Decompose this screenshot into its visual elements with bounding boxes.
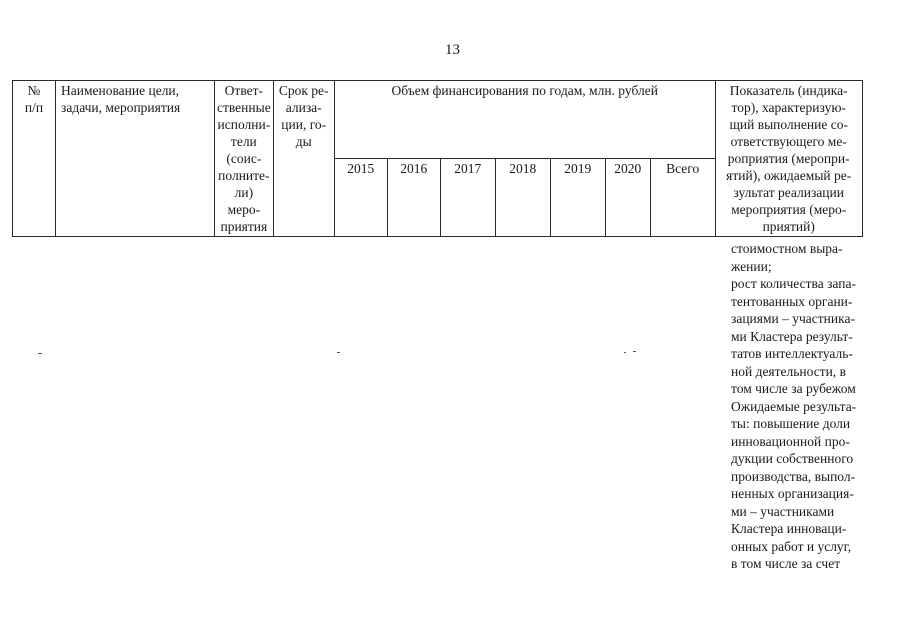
indicator-continuation-text: стоимостном выра- жении; рост количества запа- тентованных органи- зациями – участника- ми Кластера результ- татов интеллектуаль- ной деятельности, в том числе за рубежом Ожидаемые результа- ты: повышение доли инновационной про- дукции собственного производства, выпол- ненных организация- ми – участниками Кластера инноваци- онных работ и услуг, в том числе за счет (731, 241, 857, 571)
header-name: Наименование цели, задачи, мероприятия (56, 81, 215, 237)
year-2017: 2017 (440, 159, 495, 237)
year-2018: 2018 (495, 159, 550, 237)
page-number: 13 (445, 42, 460, 58)
header-period: Срок ре- ализа- ции, го- ды (273, 81, 334, 237)
year-2020: 2020 (605, 159, 650, 237)
header-num: № п/п (13, 81, 56, 237)
scan-speck (633, 351, 636, 352)
header-responsible: Ответ- ственные исполни- тели (соис- полните- ли) меро- приятия (215, 81, 274, 237)
year-2015: 2015 (334, 159, 387, 237)
program-table-header (12, 80, 863, 237)
year-2016: 2016 (387, 159, 440, 237)
year-total: Всего (650, 159, 715, 237)
scan-speck (337, 352, 340, 353)
scan-speck (624, 352, 626, 353)
scan-speck (38, 353, 42, 354)
year-2019: 2019 (550, 159, 605, 237)
header-indicator: Показатель (индика- тор), характеризую- щий выполнение со- ответствующего ме- роприятия (меропри- ятий), ожидаемый ре- зультат реализации мероприятия (меро- приятий) (715, 81, 862, 237)
header-funding: Объем финансирования по годам, млн. рублей (334, 81, 715, 159)
